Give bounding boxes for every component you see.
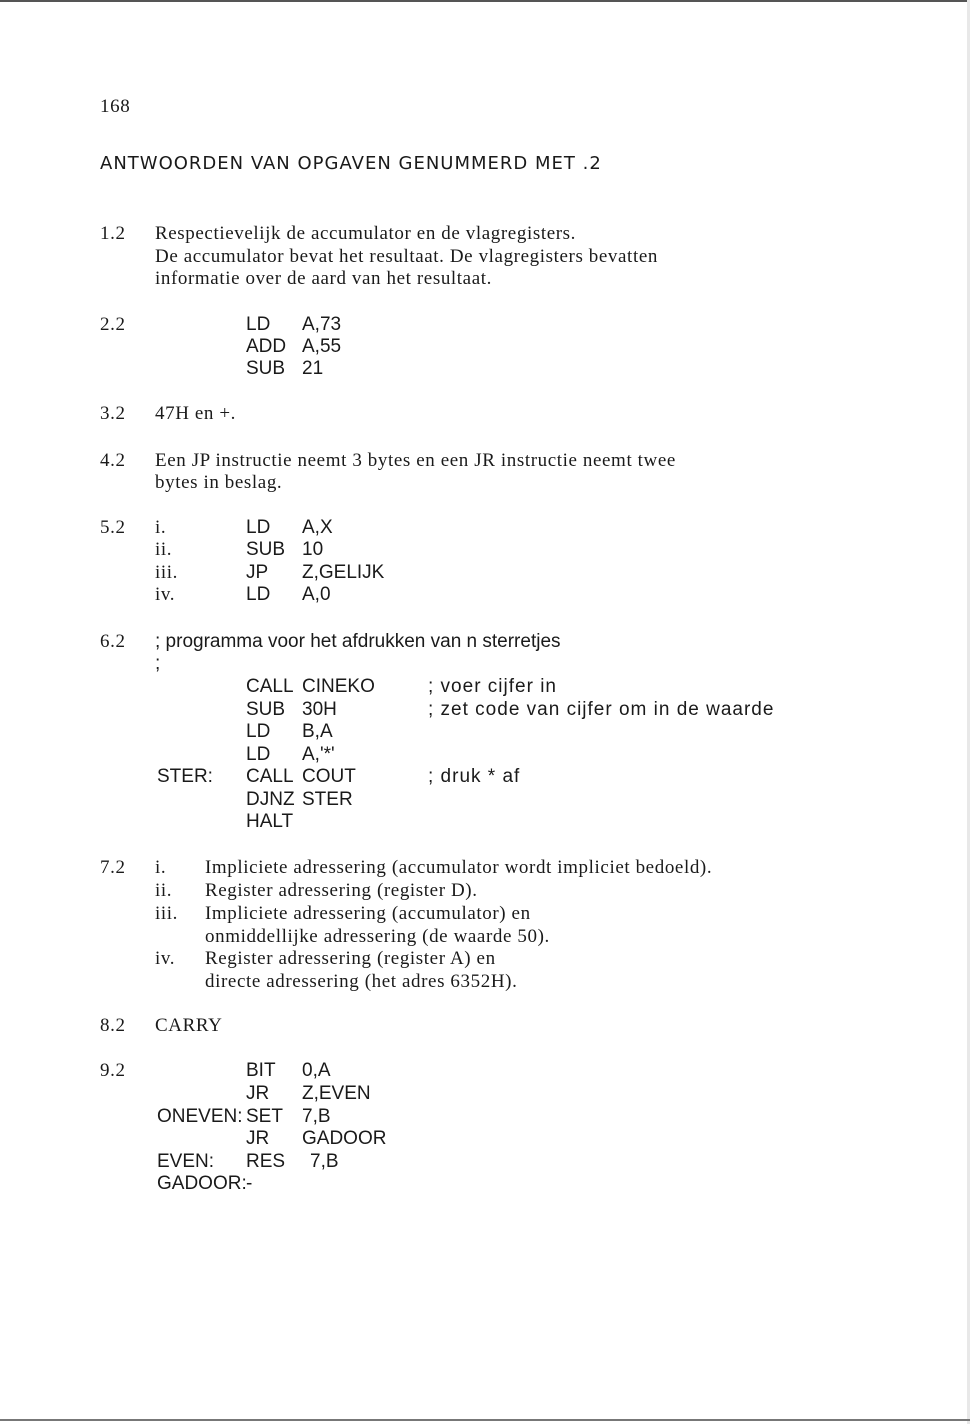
code-comment: ; zet code van cijfer om in de waarde <box>428 699 775 720</box>
answer-number: 3.2 <box>100 403 126 424</box>
item-text: onmiddellijke adressering (de waarde 50). <box>205 926 550 947</box>
code-op: LD <box>246 721 271 742</box>
answer-number: 8.2 <box>100 1015 126 1036</box>
code-arg: A,55 <box>302 336 342 357</box>
item-index: iii. <box>155 562 178 583</box>
code-arg: 21 <box>302 358 324 379</box>
item-text: Register adressering (register D). <box>205 880 478 901</box>
page-top-border <box>0 0 970 2</box>
item-index: iii. <box>155 903 178 924</box>
item-index: i. <box>155 517 167 538</box>
item-index: iv. <box>155 948 176 969</box>
code-op: JR <box>246 1083 270 1104</box>
code-op: ADD <box>246 336 287 357</box>
code-op: JR <box>246 1128 270 1149</box>
code-op: LD <box>246 584 271 605</box>
code-arg: A,'*' <box>302 744 335 765</box>
code-arg: 0,A <box>302 1060 331 1081</box>
item-index: ii. <box>155 539 173 560</box>
code-arg: STER <box>302 789 353 810</box>
code-arg: COUT <box>302 766 356 787</box>
code-comment: ; <box>155 653 161 674</box>
answer-line: informatie over de aard van het resultaat. <box>155 268 492 289</box>
answer-line: Respectievelijk de accumulator en de vlagregisters. <box>155 223 576 244</box>
answer-number: 4.2 <box>100 450 126 471</box>
item-index: ii. <box>155 880 173 901</box>
code-arg: 30H <box>302 699 337 720</box>
item-text: directe adressering (het adres 6352H). <box>205 971 518 992</box>
answer-text: 47H en +. <box>155 403 237 424</box>
answer-number: 7.2 <box>100 857 126 878</box>
code-op: SUB <box>246 699 286 720</box>
code-arg: A,0 <box>302 584 331 605</box>
item-index: iv. <box>155 584 176 605</box>
code-comment: ; druk * af <box>428 766 521 787</box>
code-arg: A,X <box>302 517 333 538</box>
code-op: DJNZ <box>246 789 295 810</box>
section-heading: ANTWOORDEN VAN OPGAVEN GENUMMERD MET .2 <box>100 153 602 174</box>
item-text: Register adressering (register A) en <box>205 948 496 969</box>
answer-number: 2.2 <box>100 314 126 335</box>
code-op: SUB <box>246 358 286 379</box>
answer-line: bytes in beslag. <box>155 472 283 493</box>
answer-line: Een JP instructie neemt 3 bytes en een JR instructie neemt twee <box>155 450 676 471</box>
code-arg: CINEKO <box>302 676 375 697</box>
item-index: i. <box>155 857 167 878</box>
code-arg: 7,B <box>310 1151 339 1172</box>
code-label: GADOOR: <box>157 1173 247 1194</box>
code-op: CALL <box>246 676 294 697</box>
answer-number: 5.2 <box>100 517 126 538</box>
answer-text: CARRY <box>155 1015 223 1036</box>
code-arg: Z,GELIJK <box>302 562 385 583</box>
code-arg: B,A <box>302 721 333 742</box>
code-op: - <box>246 1173 253 1194</box>
code-arg: Z,EVEN <box>302 1083 371 1104</box>
code-arg: A,73 <box>302 314 342 335</box>
code-op: RES <box>246 1151 286 1172</box>
page-number: 168 <box>100 96 131 117</box>
code-arg: GADOOR <box>302 1128 387 1149</box>
code-op: LD <box>246 314 271 335</box>
item-text: Impliciete adressering (accumulator wordt impliciet bedoeld). <box>205 857 713 878</box>
item-text: Impliciete adressering (accumulator) en <box>205 903 531 924</box>
code-arg: 7,B <box>302 1106 331 1127</box>
answer-line: De accumulator bevat het resultaat. De vlagregisters bevatten <box>155 246 658 267</box>
code-comment: ; voer cijfer in <box>428 676 557 697</box>
code-label: ONEVEN: <box>157 1106 243 1127</box>
answer-number: 6.2 <box>100 631 126 652</box>
code-comment: ; programma voor het afdrukken van n sterretjes <box>155 631 561 652</box>
code-op: CALL <box>246 766 294 787</box>
code-op: LD <box>246 517 271 538</box>
code-arg: 10 <box>302 539 324 560</box>
answer-number: 1.2 <box>100 223 126 244</box>
code-label: EVEN: <box>157 1151 215 1172</box>
code-op: JP <box>246 562 269 583</box>
code-op: SET <box>246 1106 283 1127</box>
code-op: BIT <box>246 1060 276 1081</box>
code-op: SUB <box>246 539 286 560</box>
page-bottom-border <box>0 1419 970 1421</box>
code-op: HALT <box>246 811 294 832</box>
code-op: LD <box>246 744 271 765</box>
code-label: STER: <box>157 766 213 787</box>
answer-number: 9.2 <box>100 1060 126 1081</box>
